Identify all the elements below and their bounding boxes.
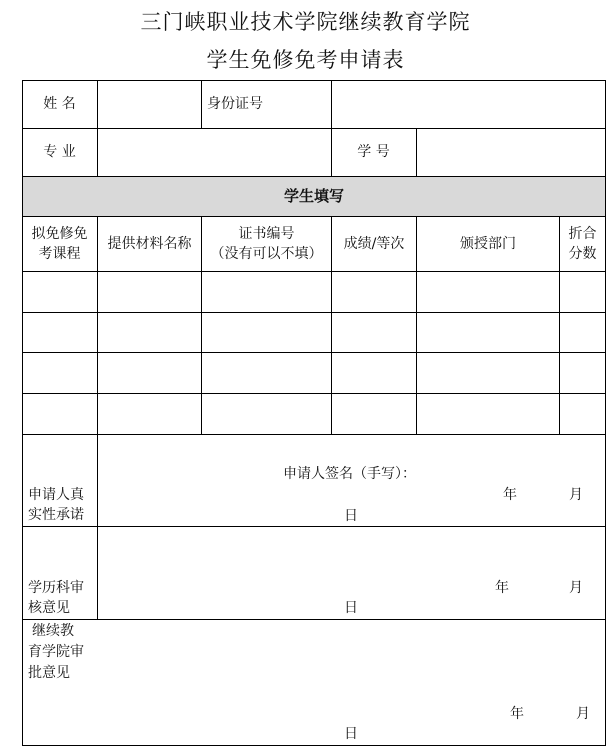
label-major: 专 业	[43, 144, 76, 160]
label-id-number: 身份证号	[207, 96, 263, 112]
col-score-line1: 折合	[568, 226, 597, 242]
col-course-line1: 拟免修免	[31, 226, 88, 242]
col-cert-line2: （没有可以不填）	[210, 246, 323, 262]
col-score-line2: 分数	[568, 246, 597, 262]
col-grade: 成绩/等次	[343, 236, 405, 252]
commitment-label-line1: 申请人真	[28, 487, 84, 503]
commitment-day: 日	[344, 508, 358, 524]
col-material: 提供材料名称	[107, 236, 192, 252]
dept-review-year: 年	[495, 580, 509, 596]
approval-label-line3: 批意见	[28, 665, 70, 681]
label-student-no: 学 号	[357, 144, 390, 160]
col-issuer: 颁授部门	[460, 236, 516, 252]
dept-review-label-line2: 核意见	[28, 600, 70, 616]
form-title-line2: 学生免修免考申请表	[206, 48, 405, 72]
col-cert-line1: 证书编号	[238, 226, 295, 242]
approval-year: 年	[510, 706, 524, 722]
approval-day: 日	[344, 726, 358, 742]
approval-month: 月	[576, 706, 590, 722]
commitment-month: 月	[569, 487, 583, 503]
label-name: 姓 名	[43, 96, 76, 112]
approval-label-line2: 育学院审	[28, 644, 84, 660]
signature-label: 申请人签名（手写）：	[283, 466, 416, 482]
form-title-line1: 三门峡职业技术学院继续教育学院	[140, 10, 471, 34]
approval-label-line1: 继续教	[32, 623, 74, 639]
commitment-year: 年	[503, 487, 517, 503]
commitment-label-line2: 实性承诺	[28, 507, 84, 523]
section-header: 学生填写	[283, 187, 344, 205]
dept-review-month: 月	[569, 580, 583, 596]
col-course-line2: 考课程	[38, 246, 81, 262]
dept-review-label-line1: 学历科审	[28, 580, 84, 596]
dept-review-day: 日	[344, 600, 358, 616]
